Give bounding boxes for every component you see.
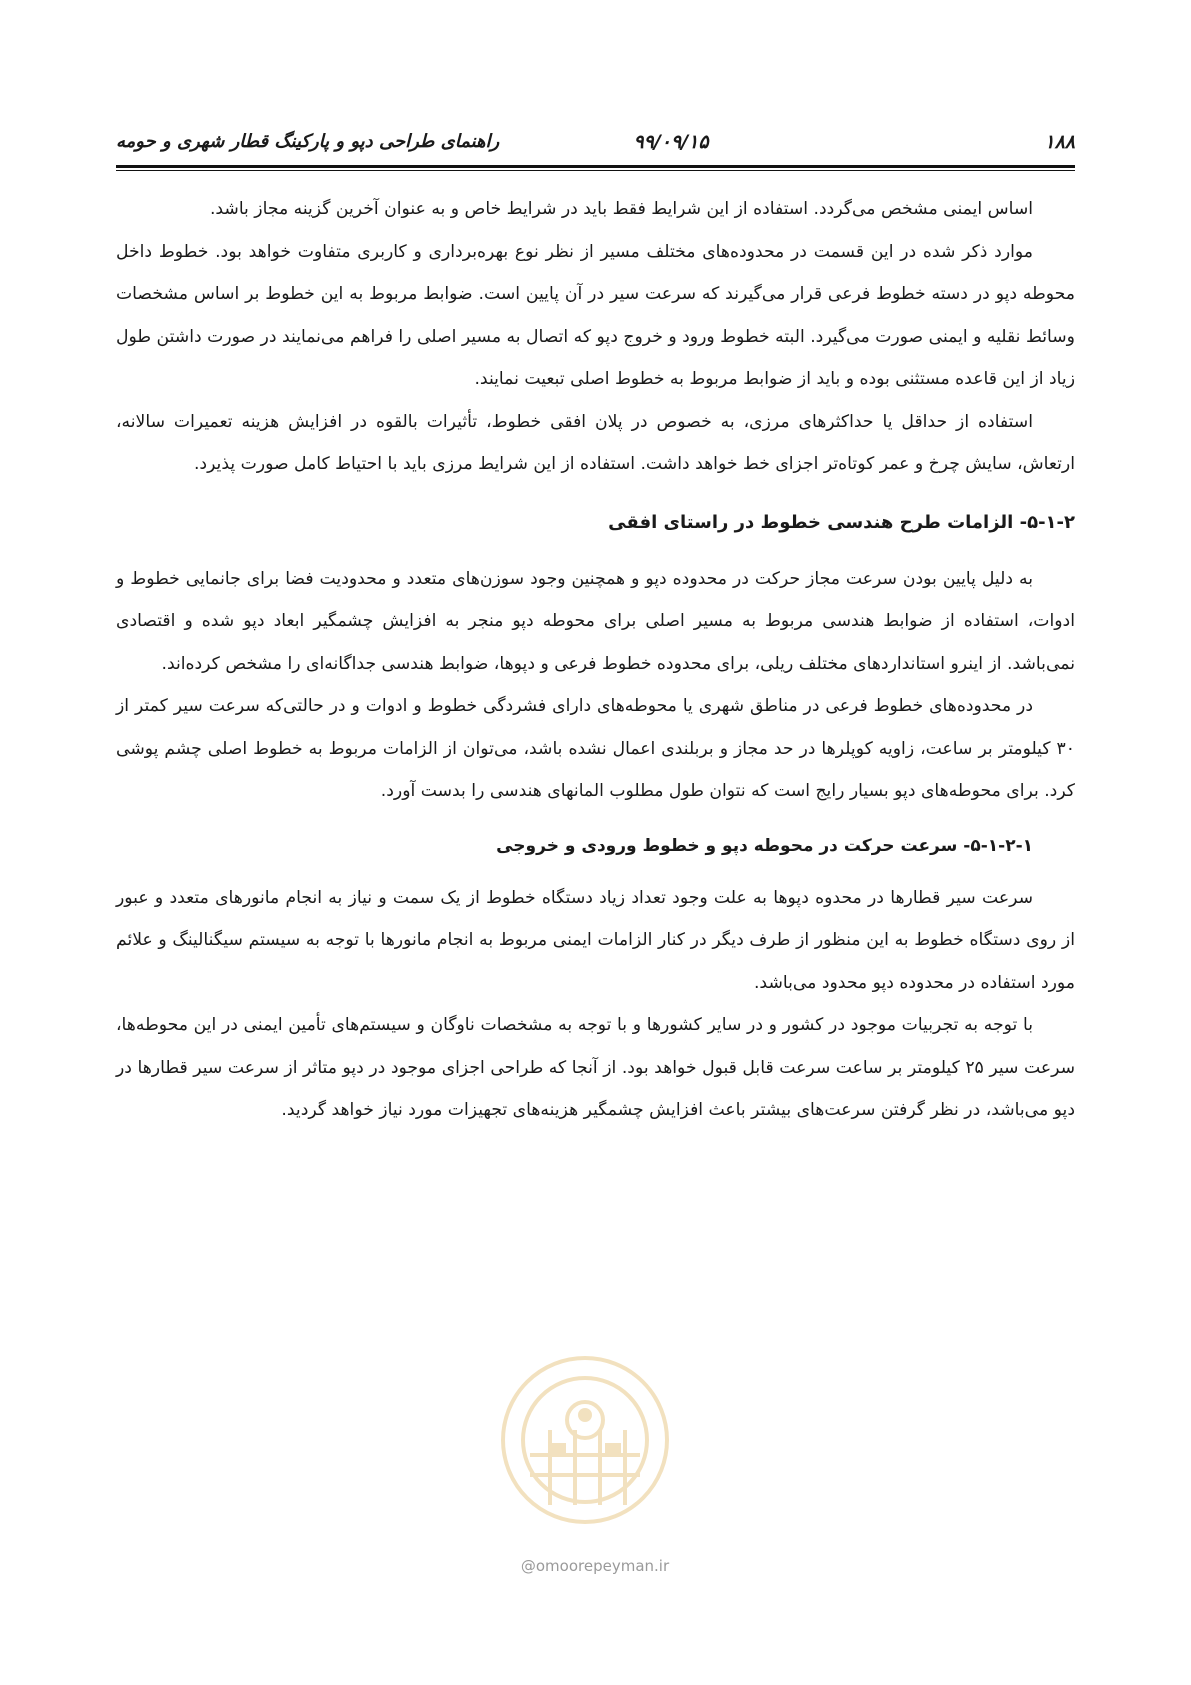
paragraph: استفاده از حداقل یا حداکثرهای مرزی، به خصوص در پلان افقی خطوط، تأثیرات بالقوه در افزایش هزینه تعمیرات سالانه، ارتعاش، سایش چرخ و عمر کوتاه‌تر اجزای خط خواهد داشت. استفاده از این شرایط مرزی باید با احتیاط کامل صورت پذیرد.: [116, 411, 1075, 474]
watermark-logo: [490, 1335, 680, 1535]
header-date: ۹۹/۰۹/۱۵: [633, 131, 709, 153]
paragraph: در محدوده‌های خطوط فرعی در مناطق شهری یا محوطه‌های دارای فشردگی خطوط و ادوات و در حالتی‌که سرعت سیر کمتر از ۳۰ کیلومتر بر ساعت، زاویه کوپلرها در حد مجاز و بربلندی اعمال نشده باشد، می‌توان از الزامات مربوط به خطوط اصلی چشم پوشی کرد. برای محوطه‌های دپو بسیار رایج است که نتوان طول مطلوب المانهای هندسی را بدست آورد.: [116, 696, 1075, 801]
header-title: راهنمای طراحی دپو و پارکینگ قطار شهری و حومه: [116, 131, 500, 152]
header-rule-thick: [116, 165, 1075, 168]
subsection-heading: ۵-۱-۲-۱- سرعت حرکت در محوطه دپو و خطوط ورودی و خروجی: [496, 835, 1033, 856]
paragraph-continued: اساس ایمنی مشخص می‌گردد. استفاده از این شرایط فقط باید در شرایط خاص و به عنوان آخرین گزینه مجاز باشد.: [209, 199, 1033, 219]
page-number: ۱۸۸: [1044, 131, 1075, 153]
header-rule-thin: [116, 170, 1075, 171]
page-header: [116, 131, 1075, 161]
paragraph: با توجه به تجربیات موجود در کشور و در سایر کشورها و با توجه به مشخصات ناوگان و سیستم‌های تأمین ایمنی در این محوطه‌ها، سرعت سیر ۲۵ کیلومتر بر ساعت سرعت قابل قبول خواهد بود. از آنجا که طراحی اجزای موجود در دپو متاثر از سرعت سیر قطارها در دپو می‌باشد، در نظر گرفتن سرعت‌های بیشتر باعث افزایش چشمگیر هزینه‌های تجهیزات مورد نیاز خواهد گردید.: [116, 1015, 1075, 1120]
page-body: [116, 188, 1075, 1132]
paragraph: سرعت سیر قطارها در محدوه دپوها به علت وجود تعداد زیاد دستگاه خطوط از یک سمت و نیاز به انجام مانورهای متعدد و عبور از روی دستگاه خطوط به این منظور از طرف دیگر در کنار الزامات ایمنی مربوط به انجام مانورها با توجه به سیستم سیگنالینگ و علائم مورد استفاده در محدوده دپو محدود می‌باشد.: [116, 887, 1075, 993]
paragraph: به دلیل پایین بودن سرعت مجاز حرکت در محدوده دپو و همچنین وجود سوزن‌های متعدد و محدودیت فضا برای جانمایی خطوط و ادوات، استفاده از ضوابط هندسی مربوط به مسیر اصلی برای محوطه دپو منجر به افزایش چشمگیر ابعاد دپو شده و اقتصادی نمی‌باشد. از اینرو استانداردهای مختلف ریلی، برای محدوده خطوط فرعی و دپوها، ضوابط هندسی جداگانه‌ای را مشخص کرده‌اند.: [116, 568, 1075, 674]
watermark-url: @omoorepeyman.ir: [520, 1557, 670, 1575]
paragraph: موارد ذکر شده در این قسمت در محدوده‌های مختلف مسیر از نظر نوع بهره‌برداری و کاربری متفاوت خواهد بود. خطوط داخل محوطه دپو در دسته خطوط فرعی قرار می‌گیرند که سرعت سیر در آن پایین است. ضوابط مربوط به این خطوط بر اساس مشخصات وسائط نقلیه و ایمنی صورت می‌گیرد. البته خطوط ورود و خروج دپو که اتصال به مسیر اصلی را فراهم می‌نمایند در صورت داشتن طول زیاد از این قاعده مستثنی بوده و باید از ضوابط مربوط به خطوط اصلی تبعیت نمایند.: [116, 241, 1075, 389]
section-heading: ۵-۱-۲- الزامات طرح هندسی خطوط در راستای افقی: [608, 511, 1075, 533]
